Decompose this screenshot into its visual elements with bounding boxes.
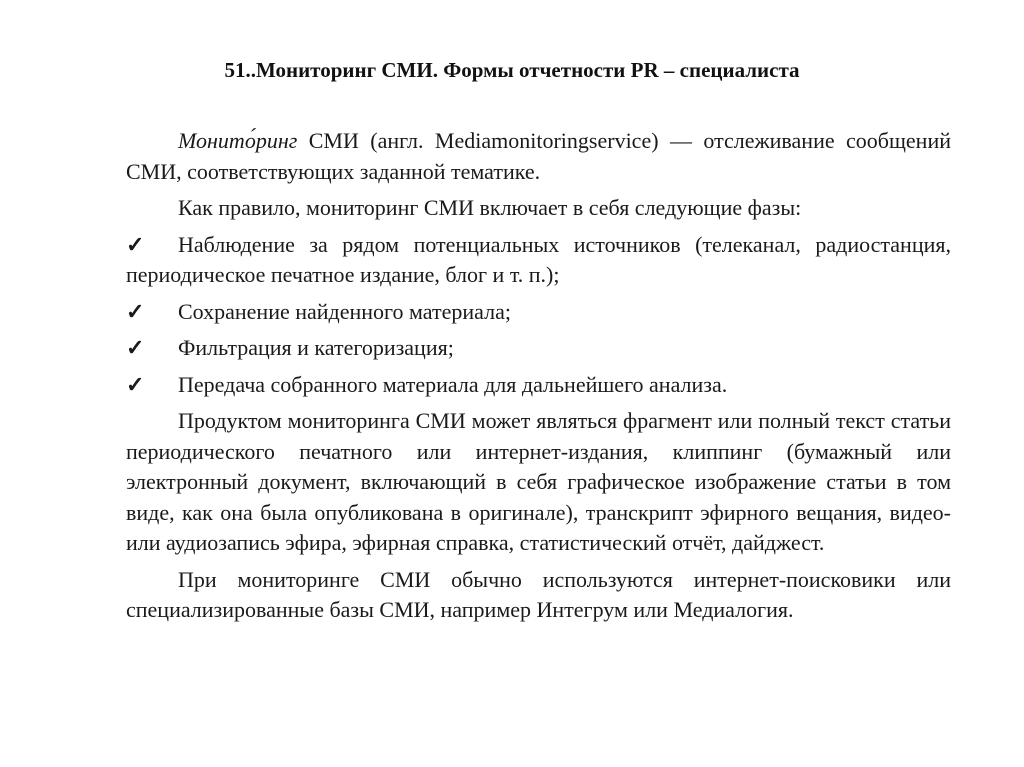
- definition-text: СМИ (англ. Mediamonitoringservice) — отслеживание сообщений СМИ, соответствующих заданной тематике.: [126, 128, 951, 184]
- tools-paragraph: При мониторинге СМИ обычно используются интернет-поисковики или специализированные базы СМИ, например Интегрум или Медиалогия.: [126, 566, 951, 622]
- phases-intro: Как правило, мониторинг СМИ включает в себя следующие фазы:: [178, 195, 802, 220]
- bullet-text: Сохранение найденного материала;: [178, 298, 511, 324]
- definition-term: Монито́ринг: [178, 128, 298, 153]
- definition-paragraph: [126, 126, 951, 187]
- bullet-text: Передача собранного материала для дальнейшего анализа.: [178, 371, 728, 397]
- checkmark-icon: ✓: [126, 298, 145, 324]
- bullet-item: [126, 370, 951, 401]
- bullet-item: [126, 333, 951, 364]
- checkmark-icon: ✓: [126, 231, 145, 257]
- bullet-text: Наблюдение за рядом потенциальных источников (телеканал, радиостанция, периодическое печатное издание, блог и т. п.);: [126, 231, 951, 287]
- product-paragraph: Продуктом мониторинга СМИ может являться фрагмент или полный текст статьи периодического печатного или интернет-издания, клиппинг (бумажный или электронный документ, включающий в себя графическое изображение статьи в том виде, как она была опубликована в оригинале), транскрипт эфирного вещания, видео- или аудиозапись эфира, эфирная справка, статистический отчёт, дайджест.: [126, 408, 951, 555]
- bullet-text: Фильтрация и категоризация;: [178, 335, 454, 360]
- bullet-item: [126, 297, 951, 328]
- slide-body: [126, 126, 951, 632]
- checkmark-icon: ✓: [126, 371, 145, 397]
- slide-title: 51..Мониторинг СМИ. Формы отчетности PR – специалиста: [224, 58, 800, 82]
- checkmark-icon: ✓: [126, 335, 145, 360]
- bullet-item: [126, 230, 951, 291]
